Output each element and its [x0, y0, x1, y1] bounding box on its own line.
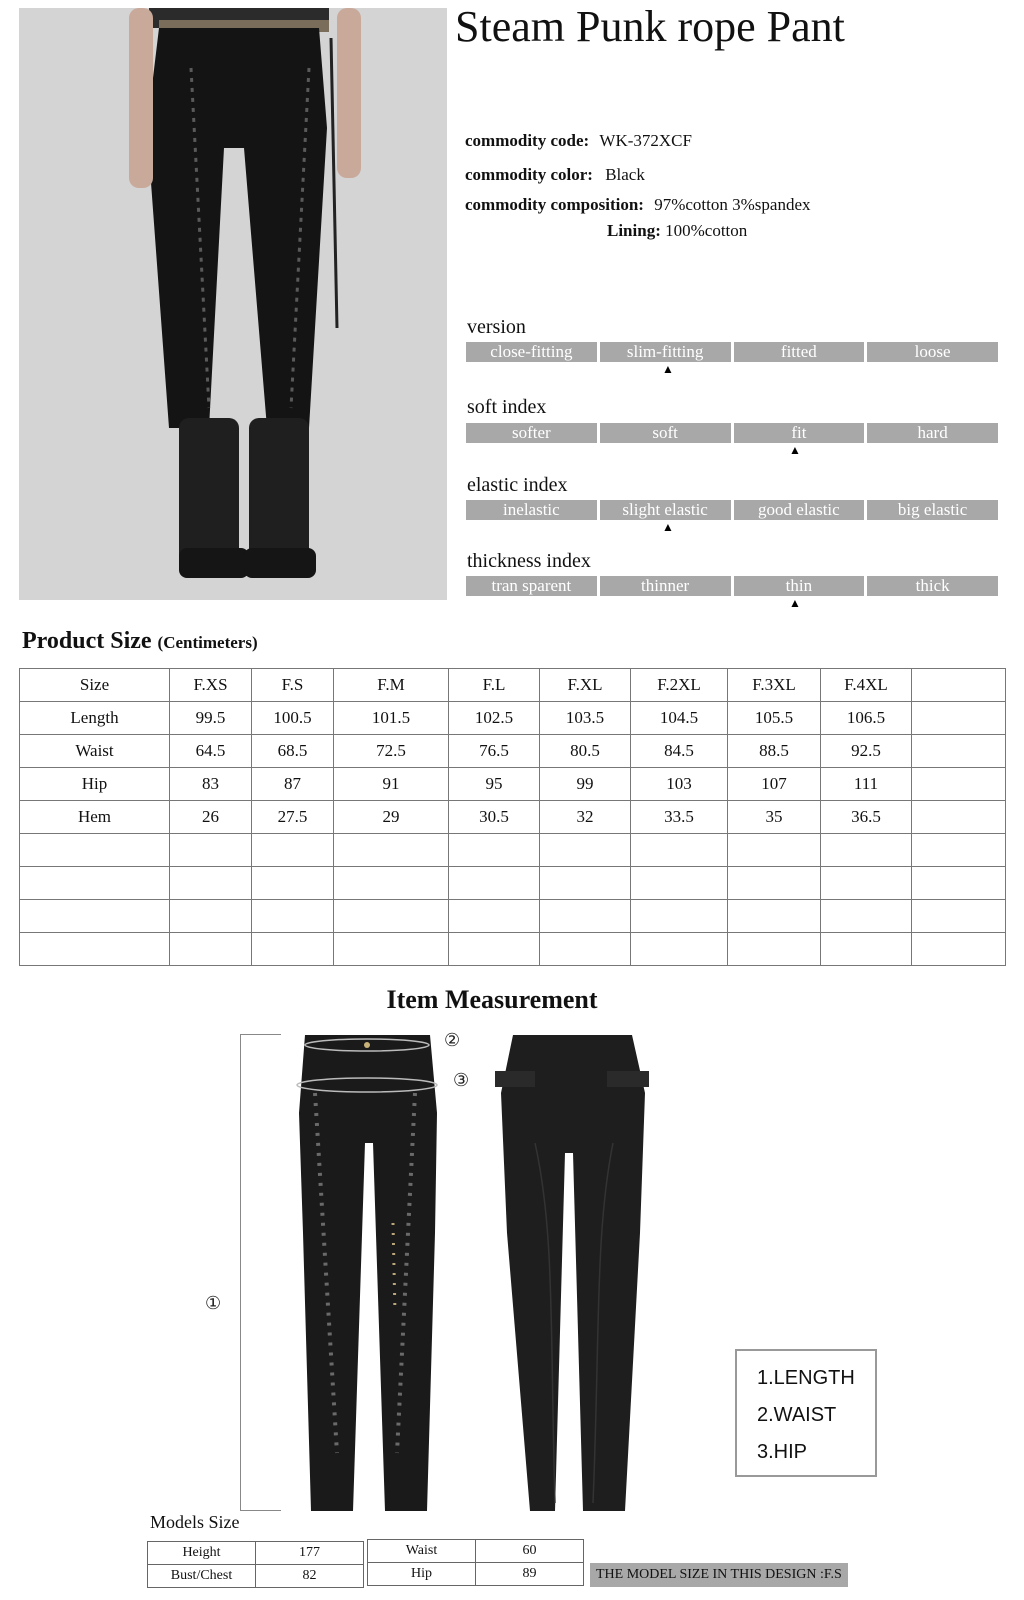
selected-marker-icon: ▲ — [789, 596, 801, 610]
index-bar-elastic — [466, 500, 998, 520]
table-row — [20, 900, 1006, 933]
spec-composition: commodity composition: 97%cotton 3%spandex — [465, 195, 811, 214]
item-measurement-title: Item Measurement — [386, 985, 598, 1014]
table-row — [20, 834, 1006, 867]
legend-hip: 3.HIP — [757, 1441, 808, 1463]
models-size-title: Models Size — [150, 1512, 240, 1532]
table-header-row: Size F.XS F.S F.M F.L F.XL F.2XL F.3XL F.4XL — [20, 669, 1006, 702]
index-bar-soft — [466, 423, 998, 443]
index-option: softer — [466, 423, 597, 443]
legend-length: 1.LENGTH — [757, 1367, 855, 1389]
index-option: fitted — [734, 342, 865, 362]
product-title: Steam Punk rope Pant — [455, 2, 845, 51]
index-option: good elastic — [734, 500, 865, 520]
table-row — [20, 933, 1006, 966]
model-size-note: THE MODEL SIZE IN THIS DESIGN :F.S — [590, 1563, 848, 1587]
index-title-version: version — [467, 316, 526, 338]
index-option: thinner — [600, 576, 731, 596]
front-pants-image — [285, 1033, 450, 1518]
index-title-thickness: thickness index — [467, 550, 591, 572]
table-row: Bust/Chest 82 — [148, 1565, 364, 1588]
product-size-title: Product Size (Centimeters) — [22, 628, 258, 654]
index-title-elastic: elastic index — [467, 474, 568, 496]
index-option: close-fitting — [466, 342, 597, 362]
table-row: Waist 60 — [368, 1540, 584, 1563]
index-option: inelastic — [466, 500, 597, 520]
index-option: big elastic — [867, 500, 998, 520]
table-row: Hip 89 — [368, 1563, 584, 1586]
index-title-soft: soft index — [467, 396, 547, 418]
size-table — [19, 668, 1006, 966]
marker-hip: ③ — [453, 1070, 470, 1091]
marker-waist: ② — [444, 1030, 461, 1051]
back-pants-image — [495, 1033, 650, 1518]
measurement-legend — [735, 1349, 877, 1477]
legend-waist: 2.WAIST — [757, 1404, 837, 1426]
index-option: soft — [600, 423, 731, 443]
marker-length: ① — [205, 1293, 222, 1314]
table-row: Length 99.5 100.5 101.5 102.5 103.5 104.5 105.5 106.5 — [20, 702, 1006, 735]
index-option: slight elastic — [600, 500, 731, 520]
model-photo — [19, 8, 447, 600]
index-option: loose — [867, 342, 998, 362]
table-row: Waist 64.5 68.5 72.5 76.5 80.5 84.5 88.5 92.5 — [20, 735, 1006, 768]
index-option: thick — [867, 576, 998, 596]
index-option: fit — [734, 423, 865, 443]
index-option: hard — [867, 423, 998, 443]
index-bar-thickness — [466, 576, 998, 596]
index-option: slim-fitting — [600, 342, 731, 362]
length-bracket — [240, 1034, 281, 1511]
table-row — [20, 867, 1006, 900]
index-option: tran sparent — [466, 576, 597, 596]
table-row: Height 177 — [148, 1542, 364, 1565]
spec-color: commodity color: Black — [465, 165, 645, 184]
selected-marker-icon: ▲ — [662, 362, 674, 376]
index-bar-version — [466, 342, 998, 362]
selected-marker-icon: ▲ — [789, 443, 801, 457]
table-row: Hem 26 27.5 29 30.5 32 33.5 35 36.5 — [20, 801, 1006, 834]
models-table-right — [367, 1539, 584, 1586]
table-row: Hip 83 87 91 95 99 103 107 111 — [20, 768, 1006, 801]
spec-lining: Lining: 100%cotton — [607, 221, 748, 240]
models-table-left — [147, 1541, 364, 1588]
index-option: thin — [734, 576, 865, 596]
spec-code: commodity code: WK-372XCF — [465, 131, 692, 150]
selected-marker-icon: ▲ — [662, 520, 674, 534]
